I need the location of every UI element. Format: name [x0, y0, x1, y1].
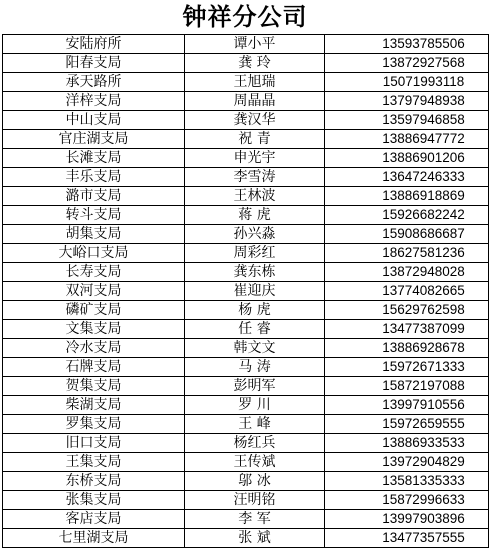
branch-cell: 潞市支局: [3, 187, 185, 206]
branch-cell: 石牌支局: [3, 358, 185, 377]
phone-cell: 13997903896: [325, 510, 489, 529]
name-cell: 崔迎庆: [185, 282, 325, 301]
phone-cell: 15926682242: [325, 206, 489, 225]
table-row: [3, 73, 489, 92]
name-cell: 杨红兵: [185, 434, 325, 453]
name-cell: 任 睿: [185, 320, 325, 339]
table-row: [3, 472, 489, 491]
contact-table: [2, 34, 489, 548]
table-row: [3, 320, 489, 339]
name-cell: 申光宇: [185, 149, 325, 168]
phone-cell: 15908686687: [325, 225, 489, 244]
branch-cell: 双河支局: [3, 282, 185, 301]
branch-cell: 文集支局: [3, 320, 185, 339]
name-cell: 李 军: [185, 510, 325, 529]
branch-cell: 罗集支局: [3, 415, 185, 434]
table-row: [3, 54, 489, 73]
branch-cell: 转斗支局: [3, 206, 185, 225]
name-cell: 杨 虎: [185, 301, 325, 320]
table-row: [3, 263, 489, 282]
phone-cell: 13872927568: [325, 54, 489, 73]
phone-cell: 13774082665: [325, 282, 489, 301]
name-cell: 谭小平: [185, 35, 325, 54]
table-row: [3, 415, 489, 434]
branch-cell: 柴湖支局: [3, 396, 185, 415]
branch-cell: 贺集支局: [3, 377, 185, 396]
name-cell: 彭明军: [185, 377, 325, 396]
name-cell: 周晶晶: [185, 92, 325, 111]
phone-cell: 15629762598: [325, 301, 489, 320]
phone-cell: 13972904829: [325, 453, 489, 472]
table-row: [3, 434, 489, 453]
branch-cell: 长寿支局: [3, 263, 185, 282]
branch-cell: 阳春支局: [3, 54, 185, 73]
name-cell: 罗 川: [185, 396, 325, 415]
name-cell: 汪明铭: [185, 491, 325, 510]
name-cell: 龚东栋: [185, 263, 325, 282]
branch-cell: 官庄湖支局: [3, 130, 185, 149]
name-cell: 张 斌: [185, 529, 325, 548]
phone-cell: 13886901206: [325, 149, 489, 168]
table-row: [3, 225, 489, 244]
table-row: [3, 282, 489, 301]
branch-cell: 张集支局: [3, 491, 185, 510]
name-cell: 龚 玲: [185, 54, 325, 73]
phone-cell: 15972659555: [325, 415, 489, 434]
name-cell: 邬 冰: [185, 472, 325, 491]
phone-cell: 13581335333: [325, 472, 489, 491]
name-cell: 王林波: [185, 187, 325, 206]
phone-cell: 13886933533: [325, 434, 489, 453]
branch-cell: 东桥支局: [3, 472, 185, 491]
table-row: [3, 396, 489, 415]
phone-cell: 13797948938: [325, 92, 489, 111]
name-cell: 马 涛: [185, 358, 325, 377]
phone-cell: 13997910556: [325, 396, 489, 415]
table-row: [3, 529, 489, 548]
phone-cell: 18627581236: [325, 244, 489, 263]
table-row: [3, 491, 489, 510]
name-cell: 孙兴淼: [185, 225, 325, 244]
name-cell: 祝 青: [185, 130, 325, 149]
phone-cell: 13647246333: [325, 168, 489, 187]
table-row: [3, 206, 489, 225]
table-row: [3, 187, 489, 206]
table-row: [3, 244, 489, 263]
table-row: [3, 130, 489, 149]
name-cell: 周彩红: [185, 244, 325, 263]
branch-cell: 长滩支局: [3, 149, 185, 168]
phone-cell: 15972671333: [325, 358, 489, 377]
branch-cell: 丰乐支局: [3, 168, 185, 187]
phone-cell: 13477387099: [325, 320, 489, 339]
name-cell: 王旭瑞: [185, 73, 325, 92]
table-row: [3, 339, 489, 358]
phone-cell: 13597946858: [325, 111, 489, 130]
branch-cell: 安陆府所: [3, 35, 185, 54]
phone-cell: 15872996633: [325, 491, 489, 510]
name-cell: 韩文文: [185, 339, 325, 358]
phone-cell: 13872948028: [325, 263, 489, 282]
table-row: [3, 92, 489, 111]
table-row: [3, 453, 489, 472]
name-cell: 李雪涛: [185, 168, 325, 187]
name-cell: 王传斌: [185, 453, 325, 472]
table-body: [3, 35, 489, 548]
table-row: [3, 168, 489, 187]
table-row: [3, 111, 489, 130]
table-row: [3, 35, 489, 54]
phone-cell: 15872197088: [325, 377, 489, 396]
branch-cell: 七里湖支局: [3, 529, 185, 548]
branch-cell: 胡集支局: [3, 225, 185, 244]
phone-cell: 13886918869: [325, 187, 489, 206]
phone-cell: 15071993118: [325, 73, 489, 92]
branch-cell: 磷矿支局: [3, 301, 185, 320]
phone-cell: 13886947772: [325, 130, 489, 149]
name-cell: 王 峰: [185, 415, 325, 434]
branch-cell: 洋梓支局: [3, 92, 185, 111]
branch-cell: 中山支局: [3, 111, 185, 130]
branch-cell: 冷水支局: [3, 339, 185, 358]
name-cell: 龚汉华: [185, 111, 325, 130]
phone-cell: 13593785506: [325, 35, 489, 54]
branch-cell: 大峪口支局: [3, 244, 185, 263]
phone-cell: 13886928678: [325, 339, 489, 358]
name-cell: 蒋 虎: [185, 206, 325, 225]
sheet-title: 钟祥分公司: [182, 3, 308, 31]
branch-cell: 旧口支局: [3, 434, 185, 453]
table-row: [3, 149, 489, 168]
phone-cell: 13477357555: [325, 529, 489, 548]
table-row: [3, 510, 489, 529]
branch-cell: 客店支局: [3, 510, 185, 529]
table-row: [3, 301, 489, 320]
table-row: [3, 377, 489, 396]
table-row: [3, 358, 489, 377]
branch-cell: 王集支局: [3, 453, 185, 472]
branch-cell: 承天路所: [3, 73, 185, 92]
